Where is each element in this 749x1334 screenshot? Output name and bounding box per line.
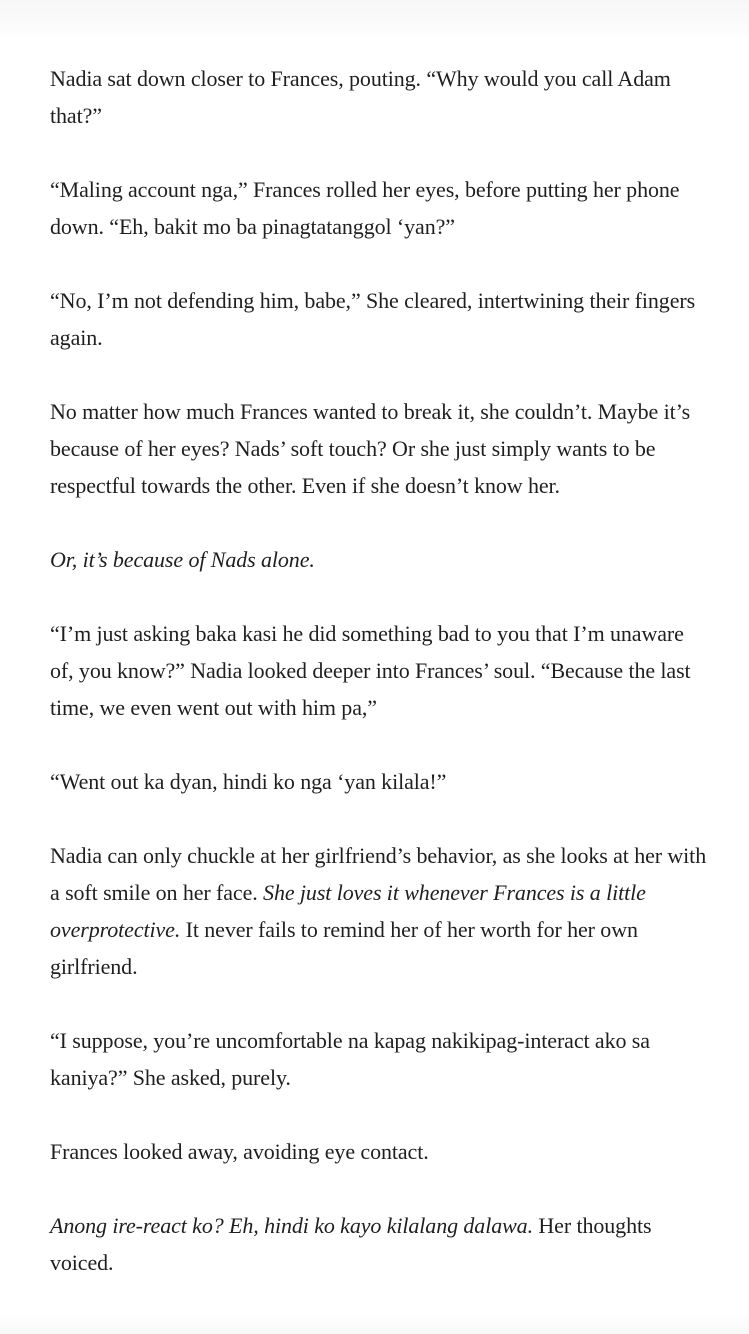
top-edge-shade <box>0 0 749 44</box>
text-run: “Maling account nga,” Frances rolled her eyes, before putting her phone down. “Eh, bakit mo ba pinagtatanggol ‘yan?” <box>50 177 680 239</box>
bottom-edge-shade <box>0 1314 749 1334</box>
paragraph-1 <box>50 60 710 134</box>
text-run: “No, I’m not defending him, babe,” She cleared, intertwining their fingers again. <box>50 288 696 350</box>
text-run: It never fails to remind her of her worth for her own girlfriend. <box>50 917 638 979</box>
italic-thought: Or, it’s because of Nads alone. <box>50 547 315 572</box>
italic-thought: Anong ire-react ko? Eh, hindi ko kayo kilalang dalawa. <box>50 1213 533 1238</box>
story-text <box>50 60 710 1318</box>
text-run: “I suppose, you’re uncomfortable na kapag nakikipag-interact ako sa kaniya?” She asked, purely. <box>50 1028 650 1090</box>
paragraph-3 <box>50 282 710 356</box>
paragraph-6 <box>50 615 710 726</box>
text-run: Nadia sat down closer to Frances, pouting. “Why would you call Adam that?” <box>50 66 671 128</box>
paragraph-2 <box>50 171 710 245</box>
text-run: Nadia can only chuckle at her girlfriend’s behavior, as she looks at her with a soft smile on her face. <box>50 843 707 905</box>
text-run: Frances looked away, avoiding eye contact. <box>50 1139 429 1164</box>
text-run: “I’m just asking baka kasi he did something bad to you that I’m unaware of, you know?” Nadia looked deeper into Frances’ soul. “Because the last time, we even went out with him pa,” <box>50 621 691 720</box>
paragraph-11 <box>50 1207 710 1281</box>
paragraph-7 <box>50 763 710 800</box>
paragraph-9 <box>50 1022 710 1096</box>
text-run: No matter how much Frances wanted to break it, she couldn’t. Maybe it’s because of her eyes? Nads’ soft touch? Or she just simply wants to be respectful towards the other. Even if she doesn’t know her. <box>50 399 691 498</box>
paragraph-10 <box>50 1133 710 1170</box>
text-run: “Went out ka dyan, hindi ko nga ‘yan kilala!” <box>50 769 447 794</box>
paragraph-4 <box>50 393 710 504</box>
text-run: Her thoughts voiced. <box>50 1213 652 1275</box>
paragraph-5 <box>50 541 710 578</box>
italic-thought: She just loves it whenever Frances is a little overprotective. <box>50 880 646 942</box>
paragraph-8 <box>50 837 710 985</box>
